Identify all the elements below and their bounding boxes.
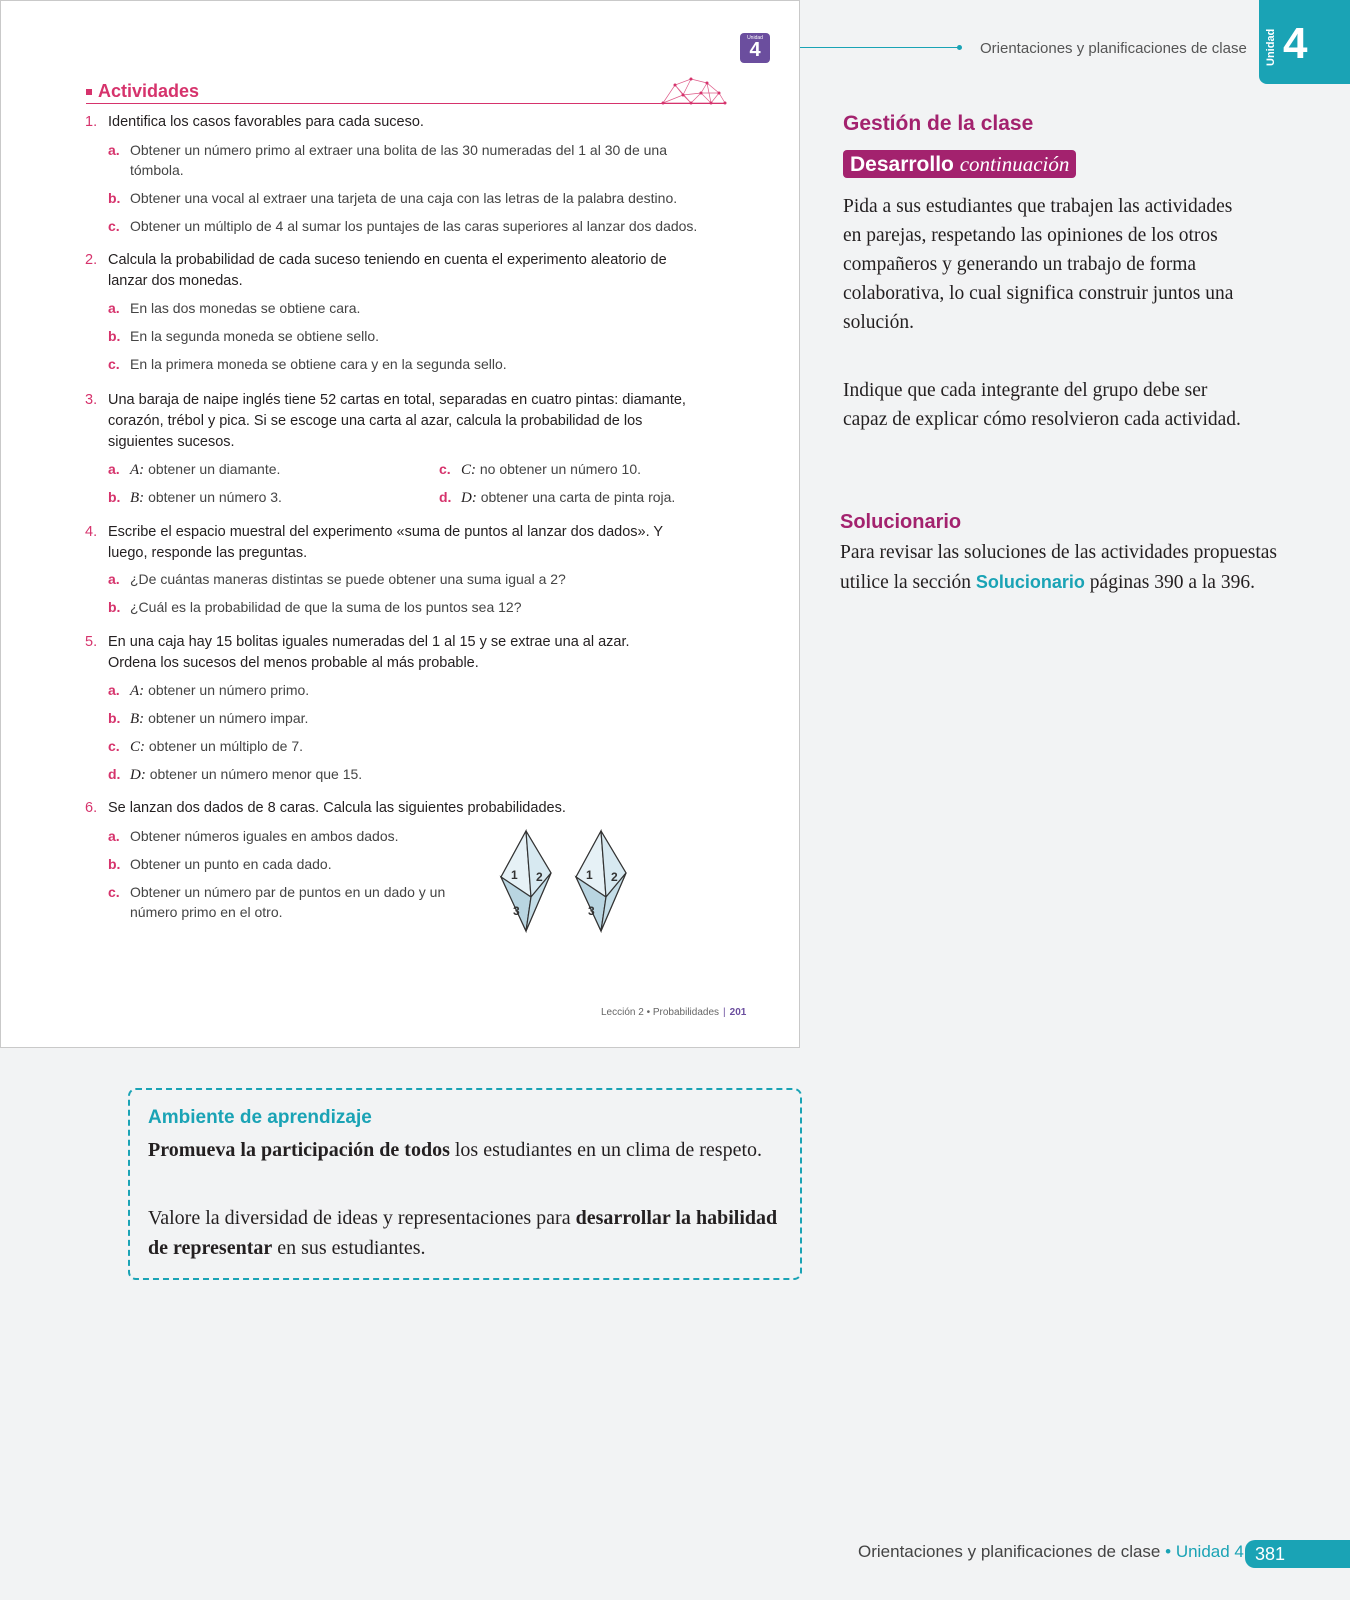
footer-text (858, 1542, 1244, 1562)
event-variable: A: (130, 683, 145, 699)
dice-1-face-2: 2 (536, 870, 543, 884)
item-text: En las dos monedas se obtiene cara. (130, 300, 361, 316)
item-letter: b. (108, 599, 121, 615)
question-3-item-b (108, 487, 282, 508)
item-text: Obtener un punto en cada dado. (130, 856, 332, 872)
unit-tab-number: 4 (1283, 19, 1308, 68)
student-page (0, 0, 800, 1048)
dice-2-face-3: 3 (588, 904, 595, 918)
item-letter: d. (108, 766, 121, 782)
solucionario-post: páginas 390 a la 396. (1089, 571, 1255, 593)
item-letter: b. (108, 710, 121, 726)
question-5 (85, 632, 668, 674)
question-number: 5. (85, 634, 98, 650)
activities-title: Actividades (98, 81, 200, 101)
item-letter: a. (108, 461, 120, 477)
dice-1-face-1: 1 (511, 868, 518, 882)
footer-section: Orientaciones y planificaciones de clase (858, 1542, 1161, 1561)
dice-1 (501, 831, 551, 931)
ambiente-paragraph-2 (148, 1204, 778, 1263)
item-letter: d. (439, 489, 452, 505)
desarrollo-label (843, 150, 1076, 178)
item-letter: b. (108, 856, 121, 872)
question-4-item-a (108, 569, 566, 589)
question-2-item-b (108, 326, 379, 346)
ambiente-box (128, 1088, 802, 1280)
footer-unit: Unidad 4 (1175, 1542, 1244, 1561)
item-text: no obtener un número 10. (479, 461, 642, 477)
item-text: obtener un número 3. (148, 489, 282, 505)
question-6 (85, 798, 566, 819)
desarrollo-bold: Desarrollo (850, 153, 954, 176)
octahedral-dice-illustration (491, 827, 651, 939)
page-footer (601, 1007, 746, 1018)
question-text: Calcula la probabilidad de cada suceso teniendo en cuenta el experimento aleatorio de lanzar dos monedas. (108, 252, 667, 289)
question-text: Una baraja de naipe inglés tiene 52 cartas en total, separadas en cuatro pintas: diamante, corazón, trébol y pica. Si se escoge una carta al azar, calcula la probabilidad de los siguientes sucesos. (108, 392, 686, 450)
event-variable: D: (130, 767, 146, 783)
question-number: 4. (85, 524, 98, 540)
item-letter: b. (108, 489, 121, 505)
ambiente-p2-pre: Valore la diversidad de ideas y representaciones para (148, 1207, 571, 1229)
footer-page-number: 381 (1245, 1540, 1350, 1568)
event-variable: D: (461, 490, 477, 506)
network-decoration-icon (661, 75, 727, 107)
guide-paragraph-2: Indique que cada integrante del grupo debe ser capaz de explicar cómo resolvieron cada actividad. (843, 380, 1241, 430)
lesson-label: Lección 2 • Probabilidades (601, 1007, 720, 1018)
question-4 (85, 522, 668, 564)
question-text: En una caja hay 15 bolitas iguales numeradas del 1 al 15 y se extrae una al azar. Ordena los sucesos del menos probable al más probable. (108, 634, 630, 671)
item-letter: c. (108, 218, 120, 234)
item-letter: a. (108, 300, 120, 316)
ambiente-p1-rest: los estudiantes en un clima de respeto. (454, 1139, 762, 1161)
solucionario-link[interactable]: Solucionario (975, 571, 1085, 592)
question-2-item-a (108, 298, 360, 318)
solucionario-heading: Solucionario (840, 511, 962, 533)
item-text: Obtener un número par de puntos en un dado y un número primo en el otro. (130, 884, 446, 920)
question-number: 6. (85, 800, 98, 816)
item-text: obtener una carta de pinta roja. (480, 489, 676, 505)
event-variable: C: (130, 739, 145, 755)
question-3 (85, 390, 688, 453)
item-letter: b. (108, 328, 121, 344)
question-6-item-a (108, 826, 399, 846)
item-letter: a. (108, 828, 120, 844)
item-letter: a. (108, 571, 120, 587)
ambiente-p2-post: en sus estudiantes. (277, 1236, 426, 1259)
event-variable: B: (130, 711, 145, 727)
item-text: obtener un número impar. (148, 710, 309, 726)
question-3-item-c (439, 459, 641, 480)
bullet-square-icon (86, 89, 92, 95)
header-rule (800, 47, 960, 48)
question-text: Identifica los casos favorables para cada suceso. (108, 114, 424, 130)
unit-badge (740, 33, 770, 63)
ambiente-p2-bold: desarrollar la habilidad de representar (148, 1207, 778, 1259)
item-text: Obtener una vocal al extraer una tarjeta de una caja con las letras de la palabra destino. (130, 190, 678, 206)
question-2 (85, 250, 688, 292)
item-letter: a. (108, 682, 120, 698)
question-5-item-a (108, 680, 309, 701)
item-letter: c. (108, 884, 120, 900)
question-6-item-c (108, 882, 450, 922)
desarrollo-italic: continuación (959, 152, 1070, 176)
ambiente-title: Ambiente de aprendizaje (148, 1107, 372, 1128)
item-letter: c. (108, 356, 120, 372)
question-5-item-d (108, 764, 362, 785)
item-letter: b. (108, 190, 121, 206)
item-text: Obtener un múltiplo de 4 al sumar los puntajes de las caras superiores al lanzar dos dados. (130, 218, 698, 234)
item-text: ¿De cuántas maneras distintas se puede obtener una suma igual a 2? (130, 571, 566, 587)
item-text: Obtener un número primo al extraer una bolita de las 30 numeradas del 1 al 30 de una tómbola. (130, 142, 668, 178)
unit-tab-label: Unidad (1265, 28, 1277, 66)
activities-rule (86, 103, 726, 104)
question-6-item-b (108, 854, 332, 874)
item-letter: c. (108, 738, 120, 754)
dice-1-face-3: 3 (513, 904, 520, 918)
question-3-item-d (439, 487, 675, 508)
question-5-item-c (108, 736, 303, 757)
ambiente-p1-bold: Promueva la participación de todos (148, 1139, 450, 1161)
footer-separator: | (723, 1007, 726, 1018)
event-variable: A: (130, 462, 145, 478)
item-text: obtener un múltiplo de 7. (148, 738, 303, 754)
activities-heading (86, 81, 199, 102)
item-letter: a. (108, 142, 120, 158)
footer-separator: • (1165, 1542, 1172, 1561)
question-text: Se lanzan dos dados de 8 caras. Calcula las siguientes probabilidades. (108, 800, 566, 816)
dice-2-face-2: 2 (611, 870, 618, 884)
question-3-item-a (108, 459, 280, 480)
unit-badge-number: 4 (749, 39, 761, 61)
event-variable: B: (130, 490, 145, 506)
item-text: En la primera moneda se obtiene cara y en la segunda sello. (130, 356, 507, 372)
question-1-item-c (108, 216, 697, 236)
question-1-item-a (108, 140, 675, 180)
question-number: 1. (85, 114, 98, 130)
item-text: Obtener números iguales en ambos dados. (130, 828, 399, 844)
question-5-item-b (108, 708, 308, 729)
ambiente-paragraph-1 (148, 1136, 778, 1166)
question-text: Escribe el espacio muestral del experimento «suma de puntos al lanzar dos dados». Y luego, responde las preguntas. (108, 524, 663, 561)
event-variable: C: (461, 462, 476, 478)
question-4-item-b (108, 597, 521, 617)
item-letter: c. (439, 461, 451, 477)
unit-tab (1259, 0, 1350, 84)
item-text: obtener un diamante. (148, 461, 281, 477)
dice-2-face-1: 1 (586, 868, 593, 882)
question-number: 2. (85, 252, 98, 268)
question-number: 3. (85, 392, 98, 408)
item-text: obtener un número menor que 15. (149, 766, 363, 782)
question-1 (85, 112, 424, 133)
question-2-item-c (108, 354, 507, 374)
page-number: 201 (729, 1007, 747, 1018)
solucionario-text (840, 538, 1280, 597)
solucionario-pre: Para revisar las soluciones de las actividades propuestas utilice la sección (840, 542, 1277, 593)
unit-badge-label: Unidad (747, 35, 763, 41)
item-text: En la segunda moneda se obtiene sello. (130, 328, 380, 344)
item-text: ¿Cuál es la probabilidad de que la suma de los puntos sea 12? (130, 599, 522, 615)
gestion-heading: Gestión de la clase (843, 112, 1034, 135)
header-section-title: Orientaciones y planificaciones de clase (980, 40, 1247, 57)
guide-paragraph-1: Pida a sus estudiantes que trabajen las actividades en parejas, respetando las opiniones de los otros compañeros y generando un trabajo de forma colaborativa, lo cual significa construir juntos una solución. (843, 196, 1234, 333)
header-rule-dot (957, 45, 962, 50)
dice-2 (576, 831, 626, 931)
question-1-item-b (108, 188, 677, 208)
item-text: obtener un número primo. (148, 682, 310, 698)
